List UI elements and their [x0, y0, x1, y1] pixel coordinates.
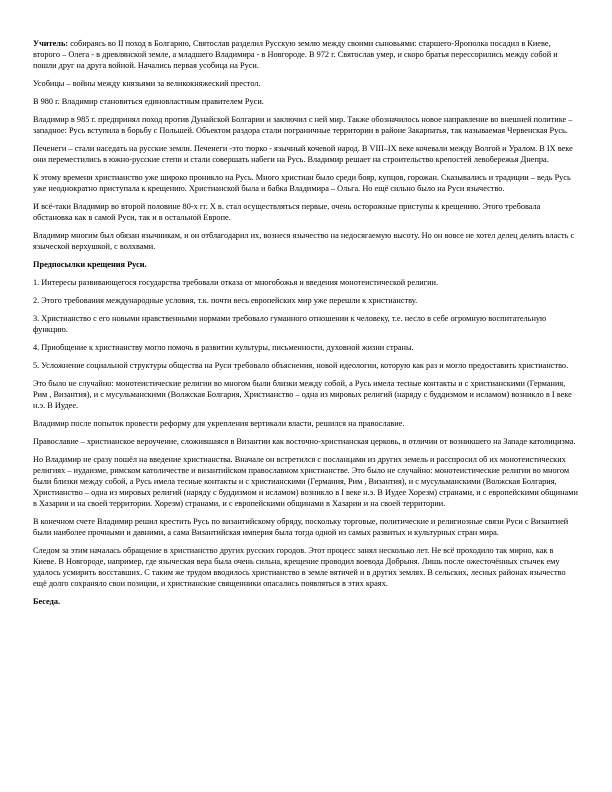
paragraph-byzantine-rite: В конечном счете Владимир решил крестить Русь по византийскому обряду, поскольку торговые, политические и религиозные связи Руси с Византией были наиболее прочными и давними, а сама Византийская империя была тогда одной из самых развитых и культурных стран мира. — [33, 517, 569, 537]
paragraph-other-cities: Следом за этим началась обращение в христианство других русских городов. Этот процесс занял несколько лет. Не всё проходило так мирно, как в Киеве. В Новгороде, например, где языческая вера была очень сильна, крещение проводил воевода Добрыня. Лишь после ожесточённых стычек ему удалось усмирить восставших. С таким же трудом вводилось христианство в земле вятичей и в других землях. В сельских, лесных районах язычество ещё долго сохраняло свои позиции, и христианские священники опасались появляться в этих краях. — [33, 546, 566, 588]
intro-paragraph — [33, 38, 578, 71]
paragraph-orthodoxy-definition: Православие – христианское вероучение, сложившаяся в Византии как восточно-христианская церковь, в отличии от возникшего на Западе католицизма. — [33, 437, 576, 446]
paragraph-pagans: Владимир многим был обязан язычникам, и он отблагодарил их, вознеся язычество на недосягаемую высоту. Но он вовсе не хотел делец делить власть с языческой верхушкой, с волхвами. — [33, 231, 575, 251]
paragraph-orthodoxy-decision: Владимир после попыток провести реформу для укрепления вертикали власти, решился на православие. — [33, 419, 405, 428]
numbered-item-1: 1. Интересы развивающегося государства требовали отказа от многобожья и введения монотеистической религии. — [33, 278, 439, 287]
paragraph-pechenegs: Печенеги – стали наседать на русские земли. Печенеги -это тюрко - язычный кочевой народ. В VIII–IX веке кочевали между Волгой и Уралом. В IX веке они переместились в южно-русские степи и стали совершать набеги на Русь. Владимир решает на строительство крепостей левобережья Днепра. — [33, 144, 573, 164]
paragraph-not-accidental: Это было не случайно: монотеистические религии во многом были близки между собой, а Русь имела тесные контакты и с христианскими (Германия, Рим , Византия), и с мусульманскими (Волжская Болгария, Христианство – одна из мировых религий (наряду с буддизмом и исламом) возникло в I веке н.э. В Иудее. — [33, 379, 572, 410]
numbered-item-5: 5. Усложнение социальной структуры общества на Руси требовало объяснения, новой идеологии, которую как раз и могло предоставить христианство. — [33, 361, 569, 370]
closing-heading: Беседа. — [33, 597, 61, 606]
paragraph-choice-of-faith: Но Владимир не сразу пошёл на введение христианства. Вначале он встретился с посланцами из других земель и расспросил об их монотеистических религиях – иудаизме, римском католичестве и византийском православном христианстве. Это было не случайно: монотеистические религии во многом были близки между собой, а Русь имела тесные контакты и с христианскими (Германия, Рим , Византия), и с мусульманскими (Волжская Болгария, Христианство – одна из мировых религий (наряду с буддизмом и исламом) возникло в I веке н.э. В Иудее Хорезм) странами, и с европейскими общинами в Хазарии и на своей территории. Хорезм) странами, и с европейскими общинами в Хазарии и на своей территории. — [33, 455, 578, 508]
numbered-item-2: 2. Этого требования международные условия, т.к. почти весь европейских мир уже перешли к христианству. — [33, 296, 418, 305]
intro-text: собираясь во II поход в Болгарию, Святослав разделил Русскую землю между своими сыновьями: старшего-Ярополка посадил в Киеве, второго – Олега - в древлянской земле, а младшего Владимира - в Новгороде. В 972 г. Святослав умер, и скоро братья перессорились между собой и пошли друг на друга войной. Начались первая усобица на Руси. — [33, 39, 558, 70]
paragraph-vladimir-ruler: В 980 г. Владимир становиться единовластным правителем Руси. — [33, 97, 264, 106]
numbered-item-4: 4. Приобщение к христианству могло помочь в развитии культуры, письменности, духовной жизни страны. — [33, 343, 414, 352]
document-page — [33, 38, 578, 614]
numbered-item-3: 3. Христианство с его новыми нравственными нормами требовало гуманного отношении к человеку, т.е. несло в себе огромную воспитательную функцию. — [33, 314, 547, 334]
paragraph-campaign-985: Владимир в 985 г. предпринял поход против Дунайской Болгарии и заключил с ней мир. Также обозначилось новое направление во внешней политике – западное: Русь вступила в борьбу с Польшей. Объектом раздора стали пограничные территории в районе Закарпатья, так называемая Червенская Русь. — [33, 115, 573, 135]
paragraph-christianity-spread: К этому времени христианство уже широко проникло на Русь. Много христиан было среди бояр, купцов, горожан. Сказывались и традиции – ведь Русь уже неоднократно приступала к крещению. Христианской была и бабка Владимира – Ольга. Но ещё сильно было на Руси язычество. — [33, 173, 571, 193]
section-heading: Предпосылки крещения Руси. — [33, 260, 147, 269]
paragraph-first-steps: И всё-таки Владимир во второй половине 80-х гг. Х в. стал осуществляться первые, очень осторожные приступы к крещению. Этого требовала обстановка как в самой Руси, так и в остальной Европе. — [33, 202, 541, 222]
paragraph-internecine-wars: Усобицы – войны между князьями за великокняжеский престол. — [33, 79, 261, 88]
intro-label: Учитель: — [33, 39, 69, 48]
